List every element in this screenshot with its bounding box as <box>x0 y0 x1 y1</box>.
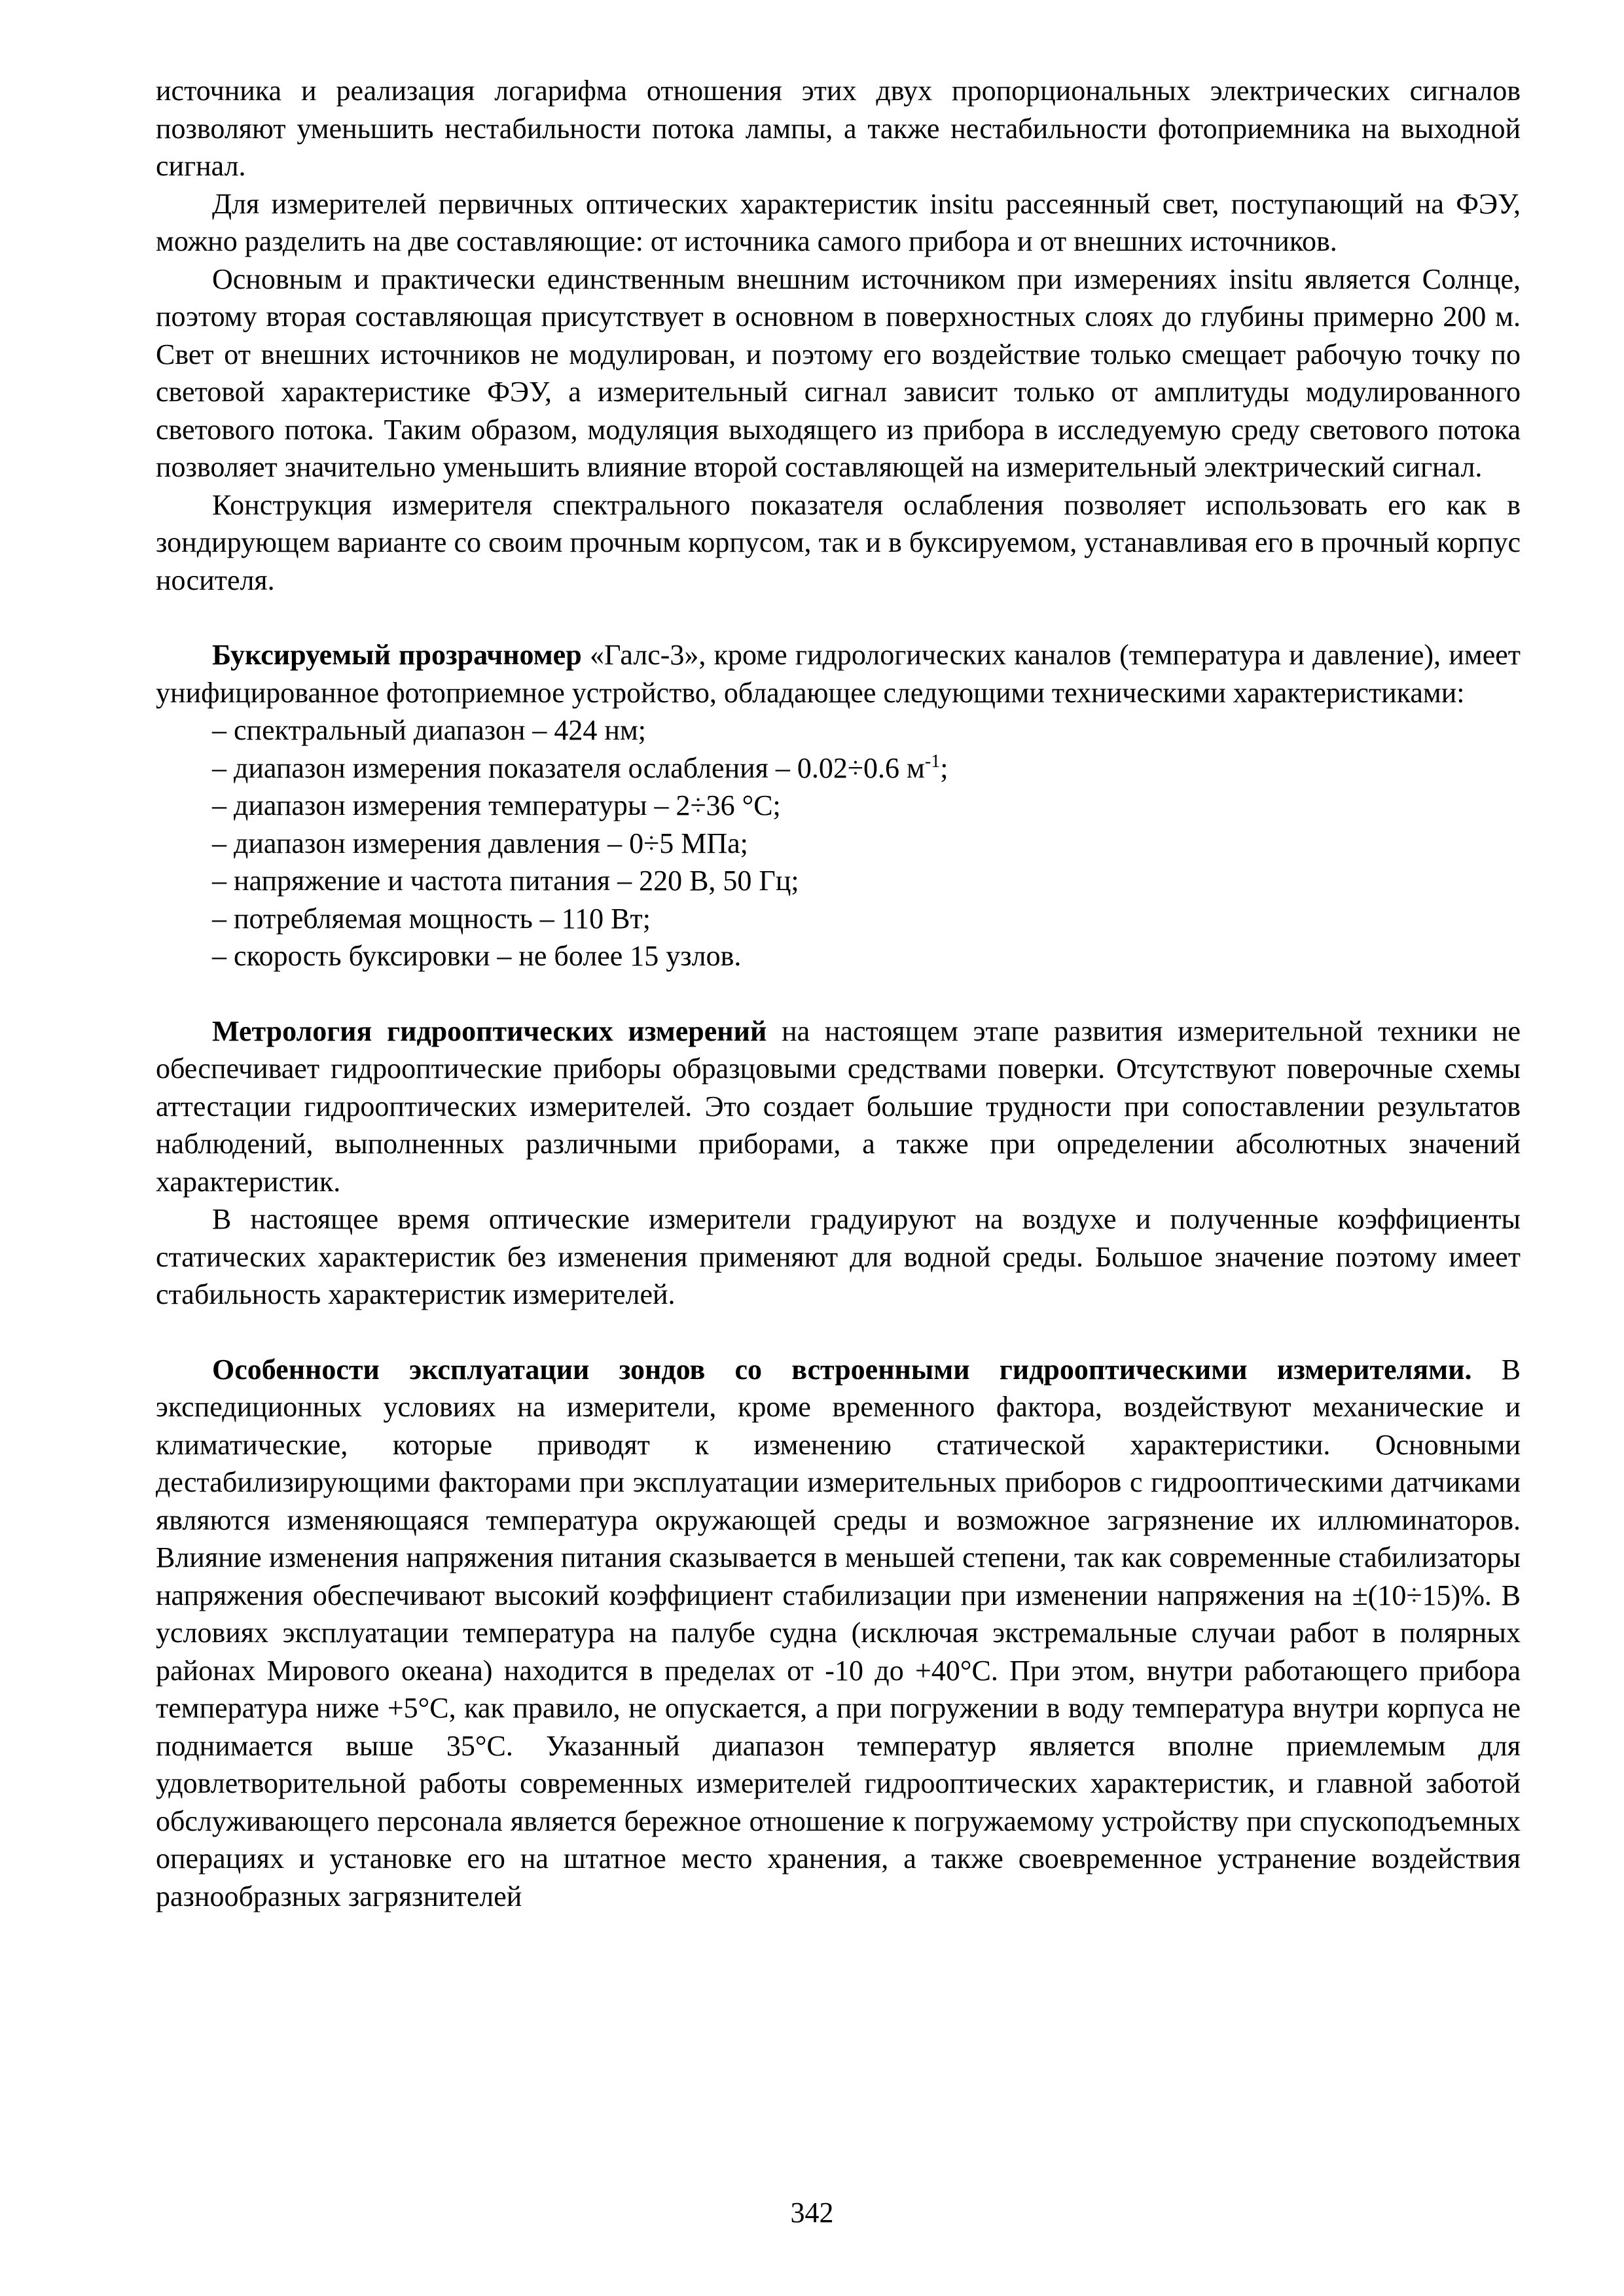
spec-temperature-range: – диапазон измерения температуры – 2÷36 °С; <box>212 789 781 821</box>
spec-attenuation-range-text: – диапазон измерения показателя ослабления – 0.02÷0.6 м <box>212 751 925 784</box>
specs-list <box>156 711 1521 975</box>
paragraph-4: Конструкция измерителя спектрального показателя ослабления позволяет использовать его как в зондирующем варианте со своим прочным корпусом, так и в буксируемом, устанавливая его в прочный корпус носителя. <box>156 488 1521 596</box>
paragraph-2: Для измерителей первичных оптических характеристик insitu рассеянный свет, поступающий на ФЭУ, можно разделить на две составляющие: от источника самого прибора и от внешних источников. <box>156 187 1521 257</box>
section-text-operation: В экспедиционных условиях на измерители, кроме временного фактора, воздействуют механические и климатические, которые приводят к изменению статической характеристики. Основными дестабилизирующими факторами при эксплуатации измерительных приборов с гидрооптическими датчиками являются изменяющаяся температура окружающей среды и возможное загрязнение их иллюминаторов. Влияние изменения напряжения питания сказывается в меньшей степени, так как современные стабилизаторы напряжения обеспечивают высокий коэффициент стабилизации при изменении напряжения на ±(10÷15)%. В условиях эксплуатации температура на палубе судна (исключая экстремальные случаи работ в полярных районах Мирового океана) находится в пределах от -10 до +40°С. При этом, внутри работающего прибора температура ниже +5°С, как правило, не опускается, а при погружении в воду температура внутри корпуса не поднимается выше 35°С. Указанный диапазон температур является вполне приемлемым для удовлетворительной работы современных измерителей гидрооптических характеристик, и главной заботой обслуживающего персонала является бережное отношение к погружаемому устройству при спускоподъемных операциях и установке его на штатное место хранения, а также своевременное устранение воздействия разнообразных загрязнителей <box>156 1353 1521 1912</box>
text-column <box>156 72 1521 1915</box>
section-metrology <box>156 1013 1521 1201</box>
section-heading-operation: Особенности эксплуатации зондов со встроенными гидрооптическими измерителями. <box>212 1353 1472 1386</box>
section-operation <box>156 1351 1521 1916</box>
paragraph-3: Основным и практически единственным внешним источником при измерениях insitu является Солнце, поэтому вторая составляющая присутствует в основном в поверхностных слоях до глубины примерно 200 м. Свет от внешних источников не модулирован, и поэтому его воздействие только смещает рабочую точку по световой характеристике ФЭУ, а измерительный сигнал зависит только от амплитуды модулированного светового потока. Таким образом, модуляция выходящего из прибора в исследуемую среду светового потока позволяет значительно уменьшить влияние второй составляющей на измерительный электрический сигнал. <box>156 262 1521 483</box>
spec-towing-speed: – скорость буксировки – не более 15 узлов. <box>212 940 742 972</box>
spec-pressure-range: – диапазон измерения давления – 0÷5 МПа; <box>212 827 748 859</box>
section-text-towed-transparency-meter: «Галс-3», кроме гидрологических каналов (температура и давление), имеет унифицированное фотоприемное устройство, обладающее следующими техническими характеристиками: <box>156 639 1521 709</box>
page-number: 342 <box>790 2197 834 2229</box>
section-gap <box>156 975 1521 1013</box>
section-gap <box>156 1314 1521 1351</box>
section-gap <box>156 599 1521 636</box>
section-towed-transparency-meter <box>156 636 1521 711</box>
section-heading-metrology: Метрология гидрооптических измерений <box>212 1014 767 1047</box>
spec-attenuation-range <box>156 749 1521 787</box>
paragraph-1: источника и реализация логарифма отношения этих двух пропорциональных электрических сигналов позволяют уменьшить нестабильности потока лампы, а также нестабильности фотоприемника на выходной сигнал. <box>156 75 1521 182</box>
spec-power-supply: – напряжение и частота питания – 220 В, 50 Гц; <box>212 865 799 897</box>
spec-power-consumption: – потребляемая мощность – 110 Вт; <box>212 902 651 935</box>
spec-attenuation-range-end: ; <box>940 751 948 784</box>
paragraph-calibration: В настоящее время оптические измерители градуируют на воздухе и полученные коэффициенты статических характеристик без изменения применяют для водной среды. Большое значение поэтому имеет стабильность характеристик измерителей. <box>156 1203 1521 1310</box>
section-text-metrology: на настоящем этапе развития измерительной техники не обеспечивает гидрооптические приборы образцовыми средствами поверки. Отсутствуют поверочные схемы аттестации гидрооптических измерителей. Это создает большие трудности при сопоставлении результатов наблюдений, выполненных различными приборами, а также при определении абсолютных значений характеристик. <box>156 1014 1521 1198</box>
spec-spectral-range: – спектральный диапазон – 424 нм; <box>212 714 647 746</box>
section-heading-towed-transparency-meter: Буксируемый прозрачномер <box>212 639 582 671</box>
spec-attenuation-range-exponent: -1 <box>924 751 941 772</box>
